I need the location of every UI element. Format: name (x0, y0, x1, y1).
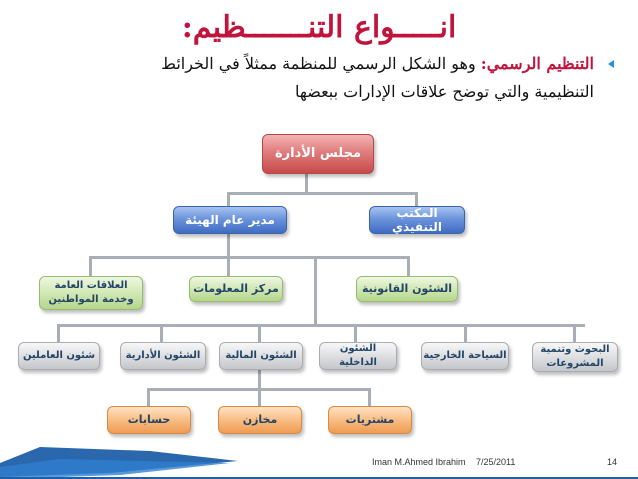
paragraph-line-1 (34, 50, 594, 78)
connector-legal-down (407, 256, 410, 276)
connector-level1-bar (227, 192, 417, 195)
node-stores: مخازن (218, 406, 302, 434)
node-purchases: مشتريات (328, 406, 412, 434)
connector-l3-4 (354, 324, 357, 342)
bullet-arrow-icon (608, 60, 614, 68)
connector-level2-bar (89, 256, 409, 259)
page-number: 14 (607, 457, 618, 467)
connector-root-down (305, 174, 308, 194)
node-legal-affairs: الشئون القانونية (356, 276, 458, 302)
connector-level3-bar (57, 324, 585, 327)
footer-decoration (0, 447, 638, 479)
connector-l3-6 (573, 324, 576, 342)
node-board-of-directors: مجلس الأدارة (262, 134, 374, 174)
node-accounts: حسابات (107, 406, 191, 434)
connector-l3-2 (160, 324, 163, 342)
connector-finance-down (258, 370, 261, 390)
connector-public-relations-down (89, 256, 92, 276)
term-label: التنظيم الرسمي: (480, 54, 594, 73)
connector-purchases-down (368, 388, 371, 406)
slide-title: انـــــواع التنـــــــظيم: (181, 10, 457, 45)
node-employee-affairs: شئون العاملين (18, 342, 100, 370)
connector-stores-down (258, 388, 261, 406)
node-foreign-tourism: السياحة الخارجية (421, 342, 509, 370)
connector-l3-3 (258, 324, 261, 342)
footer-author: Iman M.Ahmed Ibrahim (372, 457, 466, 467)
connector-exec-down (415, 192, 418, 206)
body-paragraph (34, 50, 594, 106)
node-executive-office: المكتب التنفيذي (369, 206, 465, 234)
connector-accounts-down (147, 388, 150, 406)
node-internal-affairs: الشئون الداخلية (319, 342, 397, 370)
node-research: البحوث وتنمية المشروعات (532, 342, 618, 372)
paragraph-line-1-text: وهو الشكل الرسمي للمنظمة ممثلاً في الخرائط (161, 54, 481, 73)
connector-gm-down-a (227, 192, 230, 206)
node-general-manager: مدير عام الهيئة (173, 206, 287, 234)
node-financial-affairs: الشئون المالية (219, 342, 303, 370)
connector-l3-5 (464, 324, 467, 342)
connector-gm-to-level3 (314, 256, 317, 326)
connector-info-center-down (227, 256, 230, 276)
footer-date: 7/25/2011 (476, 457, 516, 467)
connector-l3-1 (57, 324, 60, 342)
node-admin-affairs: الشئون الأدارية (120, 342, 206, 370)
paragraph-line-2: التنظيمية والتي توضح علاقات الإدارات ببعضها (294, 82, 594, 101)
node-information-center: مركز المعلومات (189, 276, 283, 302)
connector-gm-down-b (227, 234, 230, 258)
node-public-relations: العلاقات العامة وخدمة المواطنين (39, 276, 143, 310)
